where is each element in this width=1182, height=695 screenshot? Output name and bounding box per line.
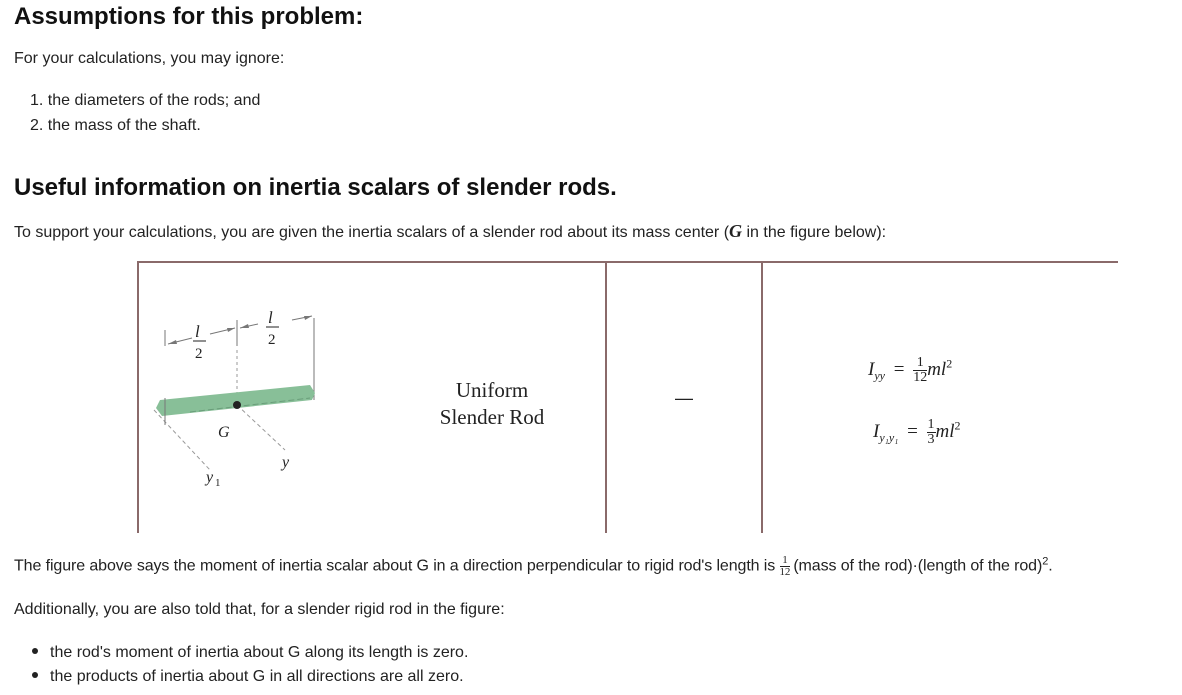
assumptions-intro: For your calculations, you may ignore: <box>14 50 285 67</box>
bullet-icon <box>32 648 38 654</box>
eq-ml: ml <box>927 358 947 380</box>
eq-fraction <box>913 356 927 385</box>
eq-subscript: y₁y₁ <box>879 430 899 445</box>
assumptions-heading: Assumptions for this problem: <box>14 3 364 30</box>
dim-label-2: 2 <box>268 332 276 348</box>
eq-exponent: 2 <box>946 356 953 371</box>
explanation-fraction <box>780 555 791 578</box>
slender-rod-figure <box>140 290 340 500</box>
eq-numerator: 1 <box>927 417 935 432</box>
mass-center-symbol: G <box>729 221 743 241</box>
list-item <box>32 668 464 686</box>
eq-ml: ml <box>935 420 955 442</box>
label-y1: y <box>206 469 214 486</box>
rod-name-line2: Slender Rod <box>439 405 545 429</box>
eq-denominator: 12 <box>913 370 928 385</box>
mass-center-dot <box>233 401 241 409</box>
list-marker: 1. <box>30 92 44 109</box>
fraction-denominator: 12 <box>779 566 791 578</box>
info-intro-text: To support your calculations, you are given the inertia scalars of a slender rod about its mass center ( <box>14 224 730 241</box>
eq-numerator: 1 <box>913 356 927 371</box>
fraction-numerator: 1 <box>780 555 791 567</box>
explanation-end: . <box>1048 557 1053 575</box>
eq-symbol-I: I <box>873 420 880 442</box>
bullet-text: the products of inertia about G in all directions are all zero. <box>50 668 464 685</box>
list-item-text: the mass of the shaft. <box>47 117 201 134</box>
eq-equals: = <box>907 420 918 442</box>
dim-label-2: 2 <box>195 346 203 362</box>
label-y1-sub: 1 <box>215 477 221 489</box>
dim-label-l: l <box>195 322 200 341</box>
explanation-after: (mass of the rod)·(length of the rod) <box>793 557 1043 575</box>
list-item <box>30 117 201 135</box>
label-y: y <box>282 454 290 471</box>
dim-label-l: l <box>268 308 273 327</box>
eq-subscript: yy <box>874 368 885 383</box>
explanation-exponent: 2 <box>1042 555 1049 568</box>
additional-intro: Additionally, you are also told that, for a slender rigid rod in the figure: <box>14 601 505 618</box>
inertia-eq-y1y1 <box>873 418 961 447</box>
eq-equals: = <box>893 358 905 380</box>
list-marker: 2. <box>30 117 44 134</box>
rod-name-line1: Uniform <box>455 378 529 402</box>
info-intro-text-end: in the figure below): <box>742 224 887 241</box>
inertia-eq-yy <box>868 356 952 385</box>
table-left-border <box>137 261 139 533</box>
eq-denominator: 3 <box>927 432 935 447</box>
list-item-text: the diameters of the rods; and <box>47 92 261 109</box>
eq-fraction <box>927 418 936 447</box>
bullet-text: the rod's moment of inertia about G along its length is zero. <box>50 644 469 661</box>
info-heading: Useful information on inertia scalars of slender rods. <box>14 174 617 201</box>
explanation-before: The figure above says the moment of inertia scalar about G in a direction perpendicular to rigid rod's length is <box>14 557 780 575</box>
table-divider-2 <box>761 261 763 533</box>
eq-symbol-I: I <box>868 358 875 380</box>
list-item <box>32 644 468 662</box>
info-intro <box>14 221 886 242</box>
empty-cell-dash: — <box>675 388 693 408</box>
eq-exponent: 2 <box>954 418 961 433</box>
explanation-text <box>14 555 1053 578</box>
table-top-border <box>137 261 1118 263</box>
bullet-icon <box>32 672 38 678</box>
label-G: G <box>218 424 230 441</box>
list-item <box>30 92 260 110</box>
